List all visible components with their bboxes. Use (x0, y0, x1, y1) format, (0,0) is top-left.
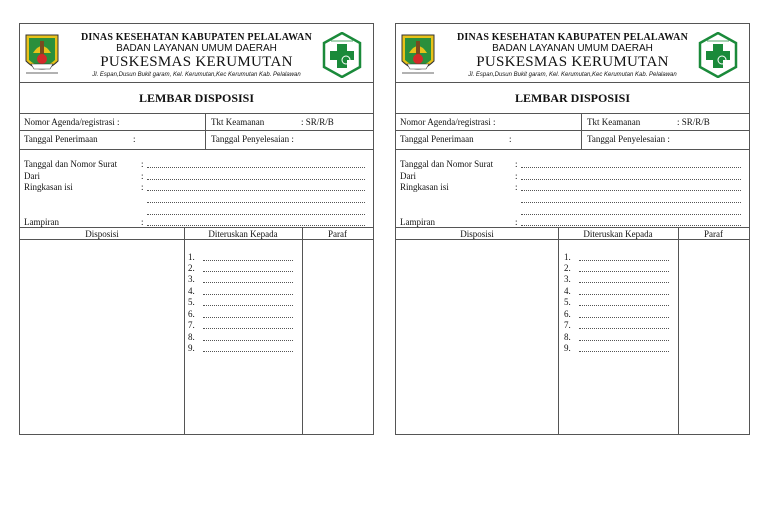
recipient-number: 6. (564, 309, 571, 319)
received-date-colon: : (509, 134, 512, 144)
letterhead (20, 24, 373, 82)
form-title: LEMBAR DISPOSISI (138, 91, 255, 105)
recipient-line[interactable] (579, 317, 669, 318)
colon: : (141, 182, 144, 192)
divider (20, 113, 373, 114)
divider (20, 227, 373, 228)
disposition-sheet-left (19, 23, 374, 435)
agency-name: DINAS KESEHATAN KABUPATEN PELALAWAN (456, 32, 688, 43)
recipient-line[interactable] (203, 271, 293, 272)
colon: : (141, 217, 144, 227)
attachment-label: Lampiran (24, 217, 59, 227)
recipient-line[interactable] (579, 271, 669, 272)
recipient-number: 2. (564, 263, 571, 273)
recipient-line[interactable] (203, 282, 293, 283)
security-level-label: Tkt Keamanan (211, 117, 265, 127)
fill-line[interactable] (147, 179, 365, 180)
fill-line[interactable] (147, 225, 365, 226)
fill-line[interactable] (147, 214, 365, 215)
security-level-value: : SR/R/B (677, 117, 710, 127)
recipient-number: 1. (188, 252, 195, 262)
disposition-sheet-right (395, 23, 750, 435)
form-title: LEMBAR DISPOSISI (514, 91, 631, 105)
divider (396, 227, 749, 228)
colon: : (515, 159, 518, 169)
divider (20, 239, 373, 240)
column-paraf: Paraf (704, 229, 723, 239)
column-diteruskan-kepada: Diteruskan Kepada (583, 229, 653, 239)
clinic-address: Jl. Espan,Dusun Bukit garam, Kel. Kerumutan,Kec Kerumutan Kab. Pelalawan (468, 72, 677, 78)
recipient-line[interactable] (203, 351, 293, 352)
fill-line[interactable] (521, 167, 741, 168)
fill-line[interactable] (521, 179, 741, 180)
recipient-number: 1. (564, 252, 571, 262)
fill-line[interactable] (147, 190, 365, 191)
clinic-name: PUSKESMAS KERUMUTAN (100, 54, 293, 70)
recipient-line[interactable] (579, 328, 669, 329)
column-disposisi: Disposisi (460, 229, 494, 239)
recipient-line[interactable] (203, 328, 293, 329)
colon: : (515, 171, 518, 181)
recipient-number: 8. (188, 332, 195, 342)
recipient-number: 5. (564, 297, 571, 307)
column-diteruskan-kepada: Diteruskan Kepada (208, 229, 278, 239)
column-paraf: Paraf (328, 229, 347, 239)
colon: : (141, 171, 144, 181)
colon: : (515, 182, 518, 192)
recipient-number: 6. (188, 309, 195, 319)
divider (184, 227, 185, 434)
recipient-line[interactable] (203, 260, 293, 261)
recipient-number: 5. (188, 297, 195, 307)
recipient-number: 2. (188, 263, 195, 273)
divider (396, 113, 749, 114)
fill-line[interactable] (521, 225, 741, 226)
divider (396, 82, 749, 83)
received-date-label: Tanggal Penerimaan (400, 134, 474, 144)
divider (396, 130, 749, 131)
divider (558, 227, 559, 434)
agency-type: BADAN LAYANAN UMUM DAERAH (116, 43, 277, 54)
received-date-label: Tanggal Penerimaan (24, 134, 98, 144)
fill-line[interactable] (147, 167, 365, 168)
recipient-line[interactable] (579, 282, 669, 283)
recipient-line[interactable] (579, 340, 669, 341)
column-disposisi: Disposisi (85, 229, 119, 239)
agenda-number-label: Nomor Agenda/registrasi : (24, 117, 120, 127)
fill-line[interactable] (521, 190, 741, 191)
clinic-name: PUSKESMAS KERUMUTAN (476, 54, 669, 70)
attachment-label: Lampiran (400, 217, 435, 227)
fill-line[interactable] (147, 202, 365, 203)
agenda-number-label: Nomor Agenda/registrasi : (400, 117, 496, 127)
security-level-value: : SR/R/B (301, 117, 334, 127)
letter-date-number-label: Tanggal dan Nomor Surat (400, 159, 494, 169)
from-label: Dari (400, 171, 416, 181)
fill-line[interactable] (521, 214, 741, 215)
recipient-number: 7. (564, 320, 571, 330)
divider (678, 227, 679, 434)
recipient-number: 7. (188, 320, 195, 330)
divider (20, 149, 373, 150)
divider (20, 130, 373, 131)
recipient-number: 9. (188, 343, 195, 353)
recipient-number: 4. (188, 286, 195, 296)
recipient-line[interactable] (579, 294, 669, 295)
from-label: Dari (24, 171, 40, 181)
summary-label: Ringkasan isi (24, 182, 73, 192)
colon: : (141, 159, 144, 169)
recipient-line[interactable] (579, 305, 669, 306)
letter-date-number-label: Tanggal dan Nomor Surat (24, 159, 118, 169)
divider (20, 82, 373, 83)
recipient-line[interactable] (203, 305, 293, 306)
divider (205, 113, 206, 149)
colon: : (515, 217, 518, 227)
divider (302, 227, 303, 434)
recipient-number: 4. (564, 286, 571, 296)
recipient-line[interactable] (203, 317, 293, 318)
recipient-number: 8. (564, 332, 571, 342)
security-level-label: Tkt Keamanan (587, 117, 641, 127)
recipient-line[interactable] (579, 351, 669, 352)
recipient-line[interactable] (579, 260, 669, 261)
letterhead (396, 24, 749, 82)
summary-label: Ringkasan isi (400, 182, 449, 192)
completion-date-label: Tanggal Penyelesaian : (587, 134, 670, 144)
fill-line[interactable] (521, 202, 741, 203)
divider (581, 113, 582, 149)
agency-type: BADAN LAYANAN UMUM DAERAH (492, 43, 653, 54)
recipient-line[interactable] (203, 340, 293, 341)
recipient-number: 3. (188, 274, 195, 284)
clinic-address: Jl. Espan,Dusun Bukit garam, Kel. Kerumutan,Kec Kerumutan Kab. Pelalawan (92, 72, 301, 78)
recipient-line[interactable] (203, 294, 293, 295)
puskesmas-logo-icon (322, 32, 362, 78)
received-date-colon: : (133, 134, 136, 144)
puskesmas-logo-icon (698, 32, 738, 78)
agency-name: DINAS KESEHATAN KABUPATEN PELALAWAN (80, 32, 312, 43)
recipient-number: 9. (564, 343, 571, 353)
divider (396, 149, 749, 150)
divider (396, 239, 749, 240)
completion-date-label: Tanggal Penyelesaian : (211, 134, 294, 144)
recipient-number: 3. (564, 274, 571, 284)
